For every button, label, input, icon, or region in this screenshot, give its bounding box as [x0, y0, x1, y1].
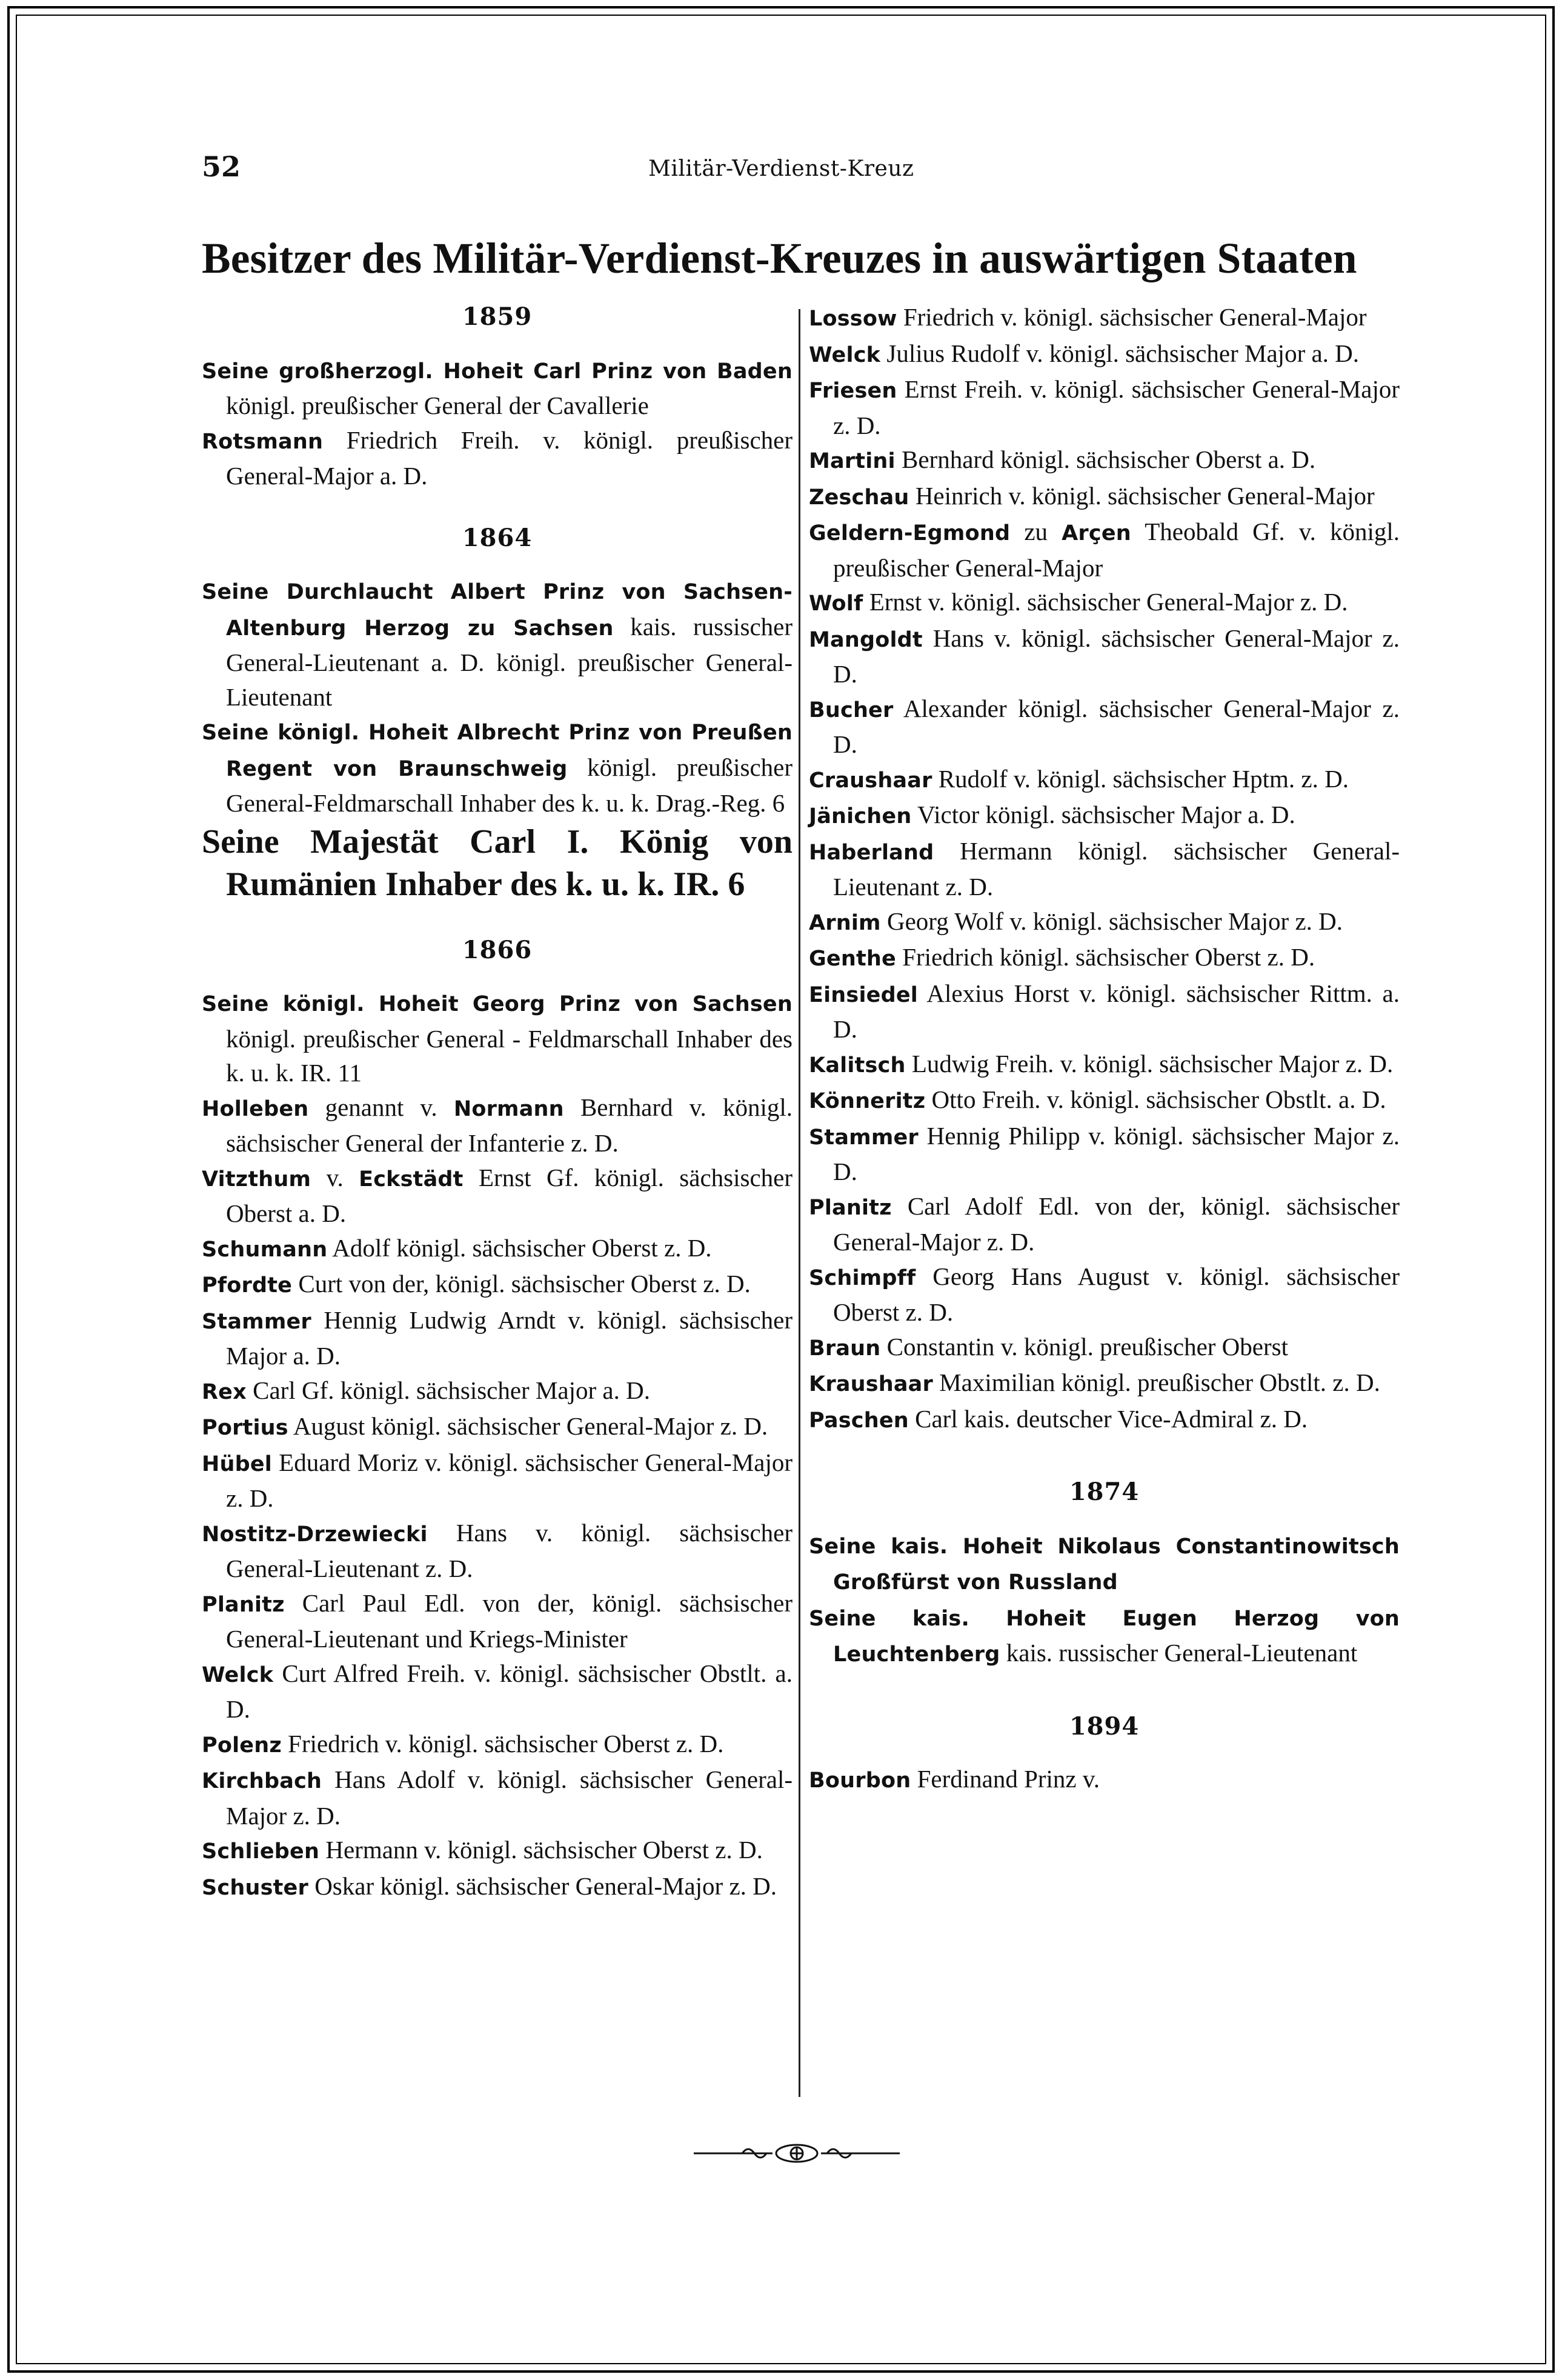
- list-item: [202, 1373, 793, 1410]
- entry-name: Seine kais. Hoheit Eugen Herzog von Leuchtenberg: [809, 1606, 1400, 1667]
- page-number: 52: [202, 150, 241, 183]
- entry-name: Wolf: [809, 592, 863, 616]
- list-item: [809, 976, 1400, 1047]
- entry-name: Nostitz-Drzewiecki: [202, 1522, 428, 1547]
- entry-name: Genthe: [809, 947, 896, 971]
- list-item: [809, 621, 1400, 692]
- entry-detail: Oskar königl. sächsischer General-Major z. D.: [308, 1872, 777, 1900]
- entry-name: Einsiedel: [809, 982, 918, 1007]
- list-item: [809, 904, 1400, 941]
- list-item: [809, 1402, 1400, 1438]
- list-item: [809, 442, 1400, 479]
- year-heading: 1864: [462, 523, 533, 552]
- entry-detail: königl. preußischer General - Feldmarschall Inhaber des k. u. k. IR. 11: [226, 1024, 793, 1087]
- list-item: [809, 1119, 1400, 1189]
- entry-detail: Friedrich königl. sächsischer Oberst z. D.: [896, 943, 1315, 971]
- list-item: [202, 1869, 793, 1905]
- entry-name: Seine königl. Hoheit Georg Prinz von Sachsen: [202, 992, 793, 1016]
- list-item: [202, 1090, 793, 1161]
- list-item: [809, 1330, 1400, 1366]
- entry-detail: Victor königl. sächsischer Major a. D.: [911, 801, 1295, 828]
- entry-name: Kalitsch: [809, 1053, 906, 1078]
- entry-detail: Eduard Moriz v. königl. sächsischer General-Major z. D.: [226, 1448, 793, 1512]
- entry-name: Rex: [202, 1379, 247, 1404]
- entry-detail: kais. russischer General-Lieutenant a. D. königl. preußischer General-Lieutenant: [226, 612, 793, 711]
- entry-name: Schlieben: [202, 1839, 320, 1864]
- list-item-royal: Seine Majestät Carl I. König von Rumänien Inhaber des k. u. k. IR. 6: [202, 822, 793, 903]
- entry-detail: Constantin v. königl. preußischer Oberst: [880, 1332, 1288, 1361]
- list-item: [202, 1231, 793, 1267]
- entry-detail: Hermann v. königl. sächsischer Oberst z. D.: [319, 1836, 763, 1864]
- entry-detail: Ludwig Freih. v. königl. sächsischer Major z. D.: [905, 1049, 1394, 1078]
- list-item: [809, 1600, 1400, 1672]
- list-item: [809, 300, 1400, 336]
- list-item: [202, 1833, 793, 1869]
- entry-detail: Hans v. königl. sächsischer General-Major z. D.: [833, 624, 1400, 688]
- list-item: [202, 423, 793, 493]
- entry-detail: Otto Freih. v. königl. sächsischer Obstlt. a. D.: [925, 1085, 1386, 1113]
- entry-name: Seine königl. Hoheit Albrecht Prinz von Preußen Regent von Braunschweig: [202, 721, 793, 781]
- list-item: [809, 1762, 1400, 1798]
- list-item: [809, 1365, 1400, 1402]
- entry-name: Vitzthum: [202, 1167, 311, 1192]
- entry-detail: Ernst Gf. königl. sächsischer Oberst a. D.: [226, 1163, 793, 1227]
- list-item: [202, 1267, 793, 1303]
- list-item: [809, 692, 1400, 762]
- entry-name: Geldern-Egmond: [809, 521, 1011, 545]
- entry-detail: königl. preußischer General der Cavallerie: [226, 392, 649, 419]
- entry-detail: Bernhard königl. sächsischer Oberst a. D.: [895, 445, 1316, 473]
- entry-detail: Carl Gf. königl. sächsischer Major a. D.: [246, 1376, 650, 1404]
- entry-connector: zu: [1010, 518, 1062, 545]
- list-item: [202, 1516, 793, 1586]
- entry-detail: Hermann königl. sächsischer General-Lieutenant z. D.: [833, 836, 1400, 901]
- year-heading: 1894: [1069, 1712, 1140, 1741]
- list-item: [809, 1259, 1400, 1330]
- list-item: [202, 1161, 793, 1231]
- year-heading: 1874: [1069, 1478, 1140, 1506]
- entry-detail: Theobald Gf. v. königl. preußischer General-Major: [833, 518, 1400, 582]
- entry-detail: Carl Paul Edl. von der, königl. sächsischer General-Lieutenant und Kriegs-Minister: [226, 1588, 793, 1653]
- running-head: Militär-Verdienst-Kreuz: [648, 156, 914, 181]
- entry-name: Stammer: [809, 1125, 919, 1150]
- entry-detail: Hans v. königl. sächsischer General-Lieutenant z. D.: [226, 1518, 793, 1582]
- entry-name: Mangoldt: [809, 627, 923, 652]
- entry-detail: Alexius Horst v. königl. sächsischer Rittm. a. D.: [833, 979, 1400, 1043]
- entry-detail: August königl. sächsischer General-Major z. D.: [288, 1412, 768, 1440]
- entry-name: Schimpff: [809, 1265, 916, 1290]
- entry-name: Kraushaar: [809, 1372, 933, 1396]
- entry-detail: Friedrich v. königl. sächsischer Oberst z. D.: [281, 1729, 724, 1758]
- entry-name: Friesen: [809, 379, 897, 403]
- list-item: [202, 1727, 793, 1763]
- entry-detail: Georg Hans August v. königl. sächsischer Oberst z. D.: [833, 1262, 1400, 1326]
- entry-detail: Rudolf v. königl. sächsischer Hptm. z. D.: [932, 764, 1349, 793]
- entry-name: Schuster: [202, 1875, 308, 1900]
- entry-name: Kirchbach: [202, 1769, 322, 1793]
- entry-name: Jänichen: [809, 804, 912, 828]
- entry-name: Welck: [202, 1662, 274, 1687]
- entry-name: Polenz: [202, 1733, 282, 1758]
- entry-name: Haberland: [809, 840, 934, 865]
- list-item: [809, 515, 1400, 585]
- list-item: [202, 573, 793, 714]
- entry-name: Bucher: [809, 698, 894, 722]
- year-heading: 1866: [462, 935, 533, 964]
- page-title: Besitzer des Militär-Verdienst-Kreuzes in auswärtigen Staaten: [202, 234, 1357, 282]
- list-item: [809, 1082, 1400, 1119]
- entry-detail: Ernst v. königl. sächsischer General-Major z. D.: [863, 588, 1348, 616]
- entry-connector: genannt v.: [308, 1093, 454, 1121]
- list-item: [202, 1586, 793, 1656]
- list-item: [202, 353, 793, 423]
- entry-detail: Adolf königl. sächsischer Oberst z. D.: [327, 1233, 712, 1262]
- list-item: [809, 940, 1400, 976]
- list-item: [809, 585, 1400, 621]
- entry-detail: Hans Adolf v. königl. sächsischer General-Major z. D.: [226, 1765, 793, 1830]
- list-item: [202, 714, 793, 821]
- entry-name: Planitz: [202, 1592, 285, 1617]
- entry-detail: Hennig Philipp v. königl. sächsischer Major z. D.: [833, 1121, 1400, 1185]
- entry-name: Bourbon: [809, 1768, 911, 1793]
- entry-detail: Ernst Freih. v. königl. sächsischer General-Major z. D.: [833, 375, 1400, 439]
- entry-detail: Georg Wolf v. königl. sächsischer Major z. D.: [880, 907, 1343, 935]
- column-divider: [799, 309, 800, 2097]
- list-item: [809, 336, 1400, 373]
- list-item: [202, 1409, 793, 1445]
- list-item: [809, 762, 1400, 798]
- entry-name: Arnim: [809, 910, 881, 935]
- list-item: [809, 1189, 1400, 1259]
- entry-detail: Hennig Ludwig Arndt v. königl. sächsischer Major a. D.: [226, 1305, 793, 1370]
- list-item: [809, 834, 1400, 904]
- entry-detail: Curt Alfred Freih. v. königl. sächsischer Obstlt. a. D.: [226, 1659, 793, 1723]
- entry-name: Planitz: [809, 1195, 892, 1220]
- entry-name-second: Normann: [453, 1096, 564, 1121]
- entry-connector: v.: [311, 1163, 359, 1192]
- entry-name: Holleben: [202, 1096, 309, 1121]
- left-column: [202, 300, 793, 1905]
- entry-detail: kais. russischer General-Lieutenant: [1000, 1639, 1358, 1667]
- entry-detail: Ferdinand Prinz v.: [911, 1765, 1100, 1793]
- entry-detail: Bernhard v. königl. sächsischer General der Infanterie z. D.: [226, 1093, 793, 1157]
- list-item: [202, 1445, 793, 1516]
- list-item: [809, 372, 1400, 442]
- entry-name: Hübel: [202, 1452, 272, 1476]
- entry-name: Paschen: [809, 1408, 909, 1433]
- entry-detail: Heinrich v. königl. sächsischer General-Major: [909, 481, 1375, 510]
- year-heading: 1859: [462, 302, 533, 331]
- entry-name: Welck: [809, 342, 881, 367]
- entry-name: Seine kais. Hoheit Nikolaus Constantinowitsch Großfürst von Russland: [809, 1534, 1400, 1595]
- entry-name: Seine Durchlaucht Albert Prinz von Sachsen-Altenburg Herzog zu Sachsen: [202, 580, 793, 641]
- entry-detail: Julius Rudolf v. königl. sächsischer Major a. D.: [880, 339, 1360, 367]
- entry-detail: Carl kais. deutscher Vice-Admiral z. D.: [908, 1404, 1308, 1433]
- entry-name: Braun: [809, 1336, 881, 1361]
- list-item: [202, 1303, 793, 1373]
- entry-name: Portius: [202, 1416, 288, 1440]
- entry-name: Schumann: [202, 1237, 328, 1262]
- entry-detail: Friedrich Freih. v. königl. preußischer General-Major a. D.: [226, 425, 793, 490]
- list-item: [202, 1656, 793, 1727]
- entry-detail: Curt von der, königl. sächsischer Oberst z. D.: [292, 1270, 751, 1298]
- entry-detail: Maximilian königl. preußischer Obstlt. z. D.: [932, 1368, 1380, 1396]
- entry-name: Könneritz: [809, 1089, 926, 1113]
- list-item: [202, 1762, 793, 1833]
- entry-detail: königl. preußischer General-Feldmarschall Inhaber des k. u. k. Drag.-Reg. 6: [226, 753, 793, 817]
- entry-name: Zeschau: [809, 485, 909, 510]
- entry-name: Pfordte: [202, 1273, 293, 1298]
- list-item: [809, 1528, 1400, 1600]
- entry-name-second: Arçen: [1062, 521, 1131, 545]
- entry-name: Craushaar: [809, 768, 932, 793]
- entry-name: Rotsmann: [202, 429, 324, 454]
- list-item: [202, 985, 793, 1090]
- list-item: [809, 479, 1400, 515]
- entry-name-second: Eckstädt: [359, 1167, 464, 1192]
- ornament-divider: [694, 2135, 900, 2172]
- list-item: [809, 1047, 1400, 1083]
- entry-detail: Friedrich v. königl. sächsischer General-Major: [897, 303, 1367, 331]
- entry-detail: Carl Adolf Edl. von der, königl. sächsischer General-Major z. D.: [833, 1192, 1400, 1256]
- entry-name: Seine großherzogl. Hoheit Carl Prinz von Baden: [202, 359, 793, 384]
- list-item: [809, 798, 1400, 834]
- entry-name: Stammer: [202, 1309, 311, 1334]
- entry-detail: Alexander königl. sächsischer General-Major z. D.: [833, 694, 1400, 758]
- entry-name: Martini: [809, 449, 896, 473]
- right-column: [809, 300, 1400, 1798]
- entry-name: Lossow: [809, 307, 897, 331]
